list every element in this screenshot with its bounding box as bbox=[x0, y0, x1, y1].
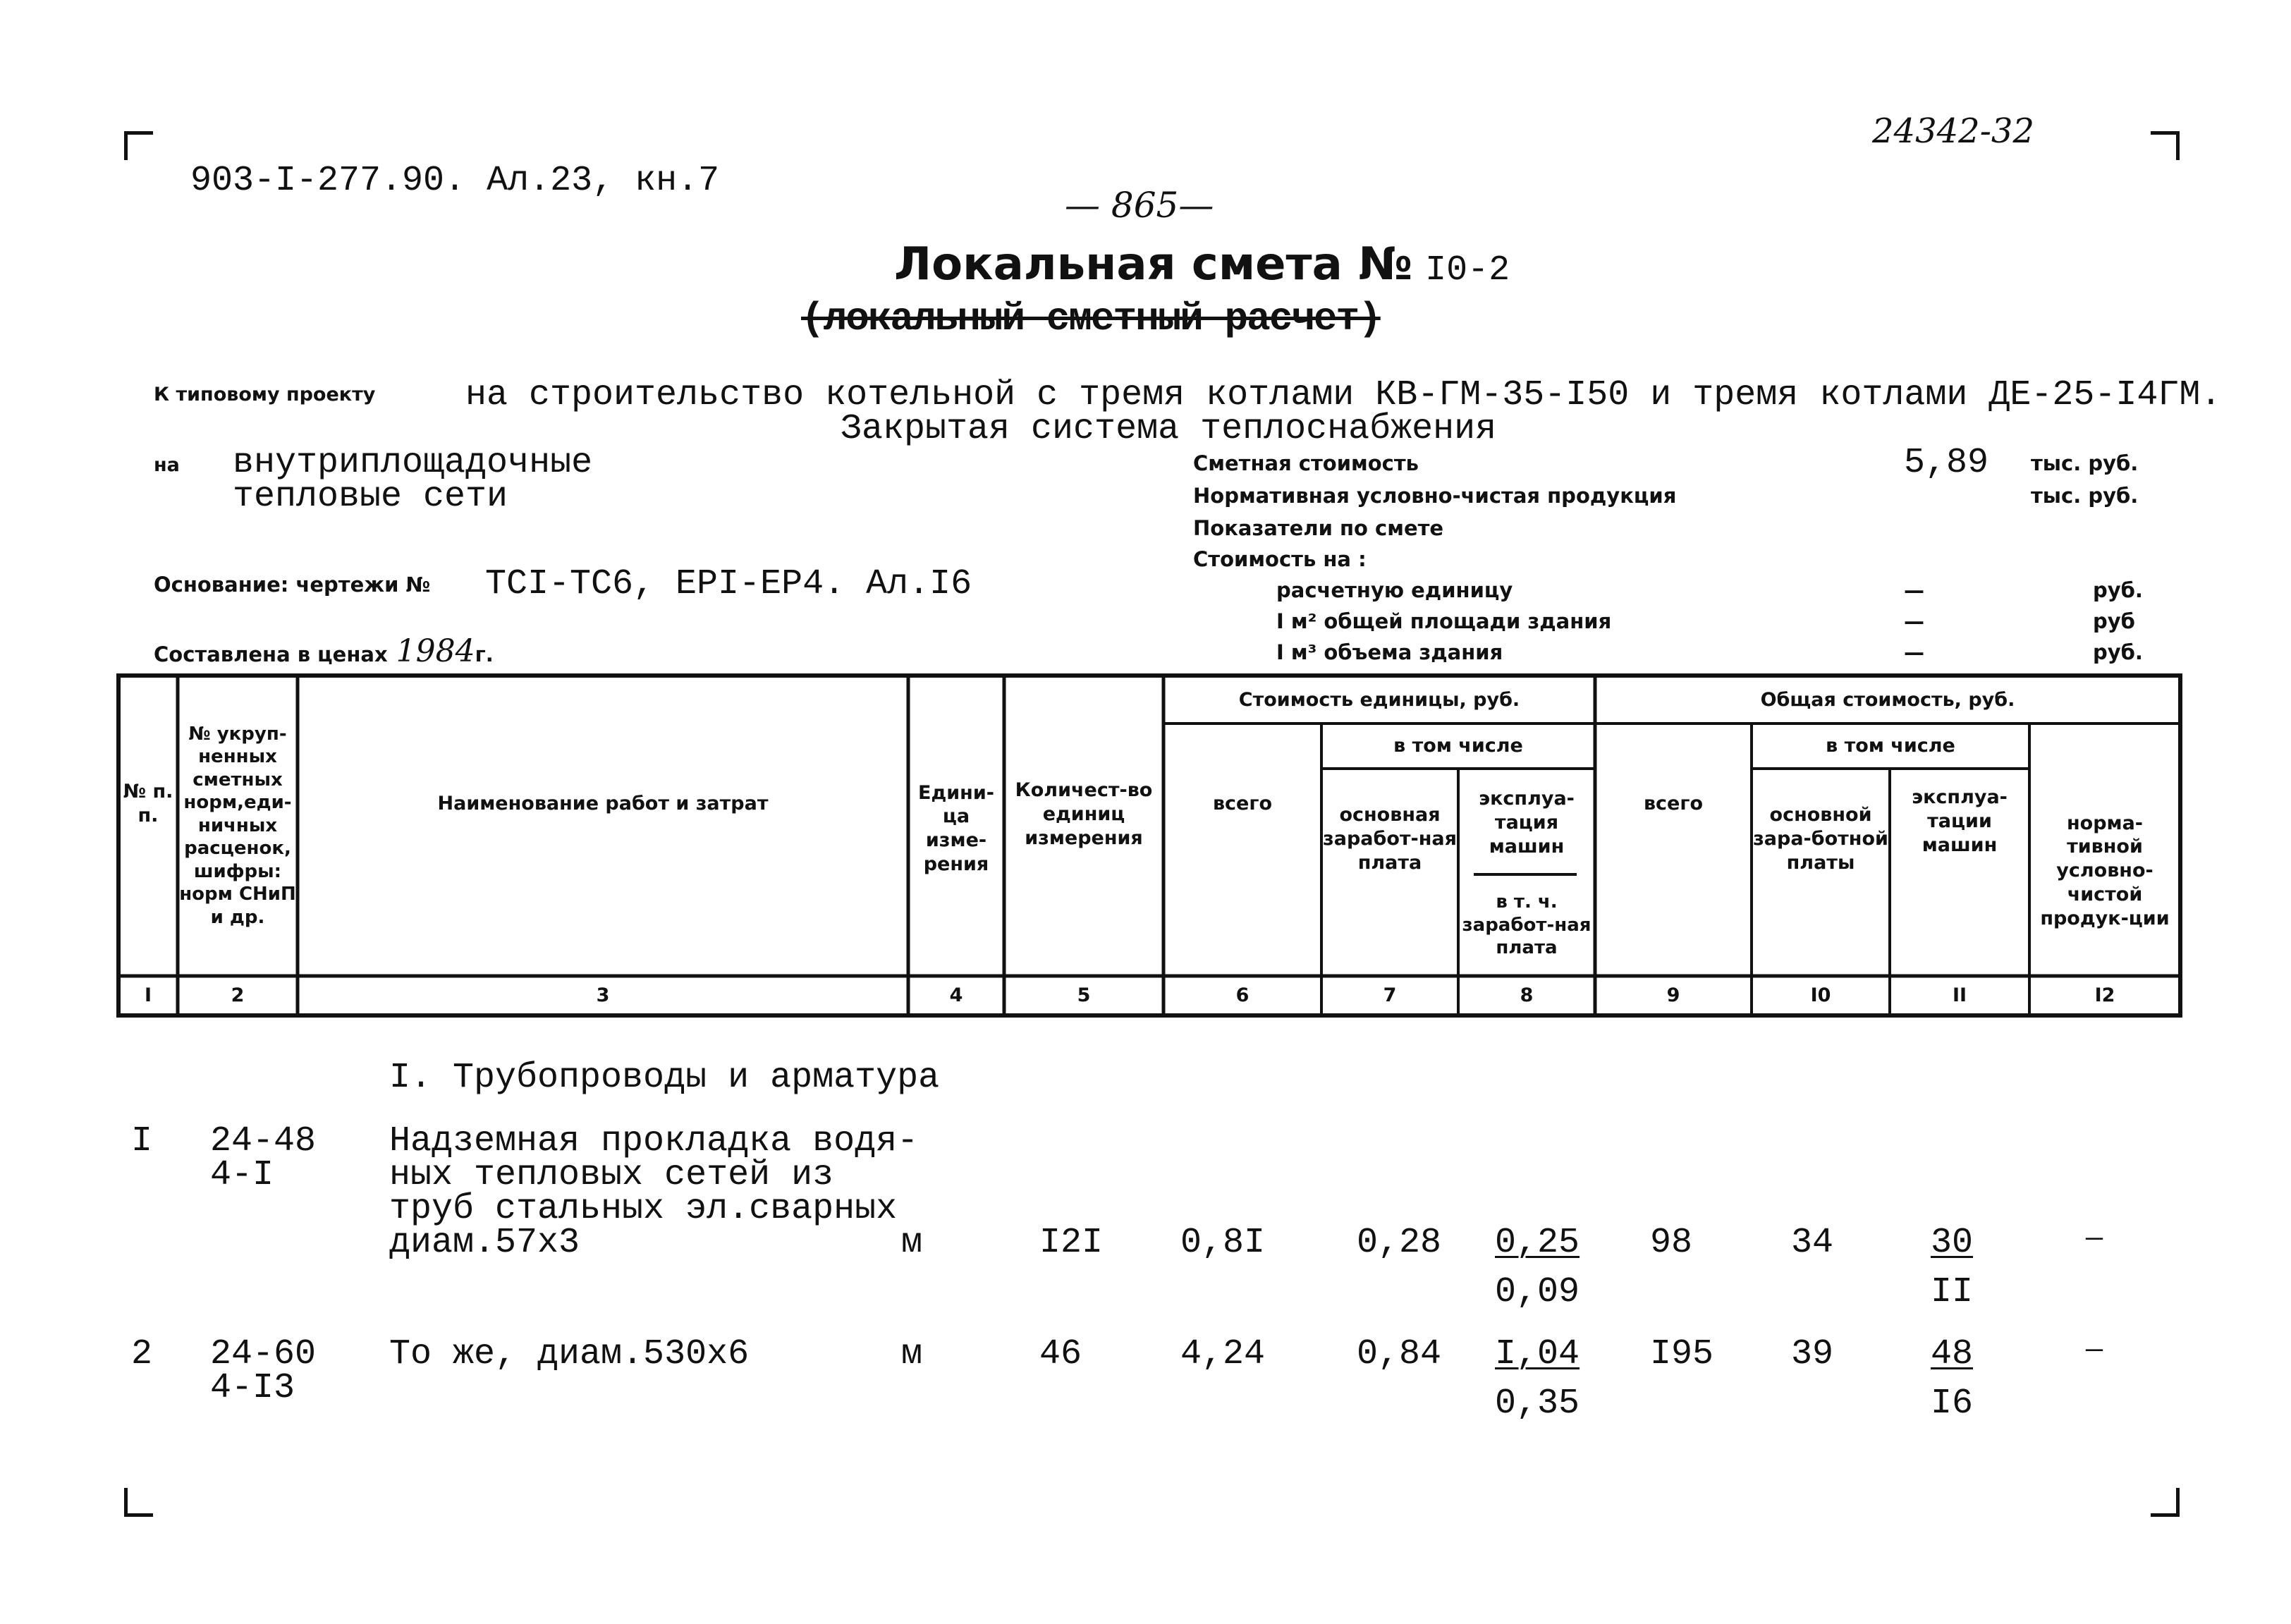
col-number-9: 9 bbox=[1666, 984, 1680, 1007]
header-net-product: норма-тивной условно-чистой продук-ции bbox=[2040, 812, 2170, 929]
unit-label: расчетную единицу bbox=[1276, 578, 1513, 602]
row1-code-line2: 4-I bbox=[210, 1155, 274, 1195]
row2-unit: м bbox=[901, 1334, 923, 1374]
row1-unit: м bbox=[901, 1223, 923, 1263]
header-total-cost: Общая стоимость, руб. bbox=[1760, 689, 2015, 712]
header-unit-cost: Стоимость единицы, руб. bbox=[1238, 689, 1520, 712]
col-number-2: 2 bbox=[231, 984, 245, 1007]
row2-sum-total: I95 bbox=[1650, 1334, 1714, 1374]
header-unit-machine: эксплуа-тация машин bbox=[1479, 788, 1575, 857]
row1-unit-machine-wage: 0,09 bbox=[1495, 1272, 1580, 1312]
header-including-2: в том числе bbox=[1826, 735, 1955, 757]
row2-name-line1: То же, диам.530х6 bbox=[389, 1334, 750, 1374]
row2-code-line2: 4-I3 bbox=[210, 1368, 295, 1408]
volume-label: I м³ объема здания bbox=[1276, 640, 1503, 664]
cost-unit: тыс. руб. bbox=[2031, 451, 2139, 475]
col-number-7: 7 bbox=[1383, 984, 1397, 1007]
row2-unit-total: 4,24 bbox=[1180, 1334, 1266, 1374]
volume-unit: руб. bbox=[2093, 640, 2143, 664]
cost-label: Сметная стоимость bbox=[1193, 451, 1419, 475]
row1-sum-total: 98 bbox=[1650, 1223, 1693, 1263]
cost-per-label: Стоимость на : bbox=[1193, 547, 1367, 571]
header-row-number: № п. п. bbox=[123, 781, 173, 826]
header-norm-code: № укруп-ненных сметных норм,еди-ничных расценок, шифры: норм СНиП и др. bbox=[179, 723, 296, 928]
object-label: на bbox=[154, 454, 180, 476]
header-unit-wage: основная заработ-ная плата bbox=[1323, 804, 1457, 874]
row1-sum-machine-wage: II bbox=[1931, 1272, 1974, 1312]
row2-sum-wage: 39 bbox=[1791, 1334, 1834, 1374]
page-number: — 865— bbox=[1065, 185, 1214, 226]
prices-year: 1984 bbox=[396, 633, 475, 669]
header-sum-machine: эксплуа-тации машин bbox=[1912, 786, 2008, 856]
header-sum-total: всего bbox=[1643, 793, 1704, 815]
prices-suffix: г. bbox=[475, 642, 494, 666]
row1-name-line2: ных тепловых сетей из bbox=[389, 1155, 834, 1195]
row2-quantity: 46 bbox=[1039, 1334, 1082, 1374]
document-reference: 903-I-277.90. Ал.23, кн.7 bbox=[190, 161, 720, 201]
row2-unit-machine: I,04 bbox=[1495, 1334, 1580, 1374]
row1-name-line1: Надземная прокладка водя- bbox=[389, 1121, 919, 1161]
norm-label: Нормативная условно-чистая продукция bbox=[1193, 484, 1677, 508]
area-value: — bbox=[1904, 609, 1924, 633]
row2-unit-machine-wage: 0,35 bbox=[1495, 1384, 1580, 1424]
row1-net-product: — bbox=[2086, 1223, 2103, 1255]
row2-unit-wage: 0,84 bbox=[1357, 1334, 1442, 1374]
project-text-line2: Закрытая система теплоснабжения bbox=[841, 409, 1497, 449]
area-unit: руб bbox=[2093, 609, 2135, 633]
area-label: I м² общей площади здания bbox=[1276, 609, 1612, 633]
col-number-8: 8 bbox=[1520, 984, 1534, 1007]
col-number-10: I0 bbox=[1810, 984, 1831, 1007]
header-unit-total: всего bbox=[1212, 793, 1273, 815]
section-title: I. Трубопроводы и арматура bbox=[389, 1058, 940, 1098]
object-line2: тепловые сети bbox=[233, 477, 508, 517]
row1-unit-total: 0,8I bbox=[1180, 1223, 1266, 1263]
col-number-4: 4 bbox=[949, 984, 963, 1007]
row2-net-product: — bbox=[2086, 1335, 2103, 1367]
cost-value: 5,89 bbox=[1904, 443, 1989, 483]
header-quantity: Количест-во единиц измерения bbox=[1015, 779, 1153, 849]
struck-subtitle: (локальный сметный расчет) bbox=[801, 296, 1381, 341]
title-text: Локальная смета № bbox=[894, 238, 1413, 291]
title-number: I0-2 bbox=[1425, 250, 1510, 291]
basis-label: Основание: чертежи № bbox=[154, 573, 431, 597]
header-unit: Едини-ца изме-рения bbox=[918, 781, 994, 875]
indicators-label: Показатели по смете bbox=[1193, 516, 1444, 540]
unit-value: — bbox=[1904, 578, 1924, 602]
object-line1: внутриплощадочные bbox=[233, 443, 593, 483]
basis-value: TCI-TC6, ЕРI-ЕР4. Ал.I6 bbox=[485, 564, 972, 604]
header-unit-machine-wage: в т. ч. заработ-ная плата bbox=[1462, 891, 1592, 959]
project-label: К типовому проекту bbox=[154, 384, 376, 405]
row1-unit-wage: 0,28 bbox=[1357, 1223, 1442, 1263]
prices-label: Составлена в ценах bbox=[154, 642, 388, 666]
header-work-name: Наименование работ и затрат bbox=[437, 793, 769, 815]
row1-sum-wage: 34 bbox=[1791, 1223, 1834, 1263]
col-number-12: I2 bbox=[2094, 984, 2115, 1007]
norm-unit: тыс. руб. bbox=[2031, 484, 2139, 508]
header-sum-wage: основной зара-ботной платы bbox=[1753, 804, 1888, 874]
col-number-11: II bbox=[1952, 984, 1967, 1007]
volume-value: — bbox=[1904, 640, 1924, 664]
unit-unit: руб. bbox=[2093, 578, 2143, 602]
row2-code-line1: 24-60 bbox=[210, 1334, 317, 1374]
project-text-line1: на строительство котельной с тремя котлами КВ-ГМ-35-I50 и тремя котлами ДЕ-25-I4ГМ. bbox=[465, 375, 2222, 415]
row1-number: I bbox=[131, 1121, 153, 1161]
row1-unit-machine: 0,25 bbox=[1495, 1223, 1580, 1263]
col-number-6: 6 bbox=[1235, 984, 1250, 1007]
row2-sum-machine-wage: I6 bbox=[1931, 1384, 1974, 1424]
row1-name-line3: труб стальных эл.сварных bbox=[389, 1189, 898, 1229]
row2-sum-machine: 48 bbox=[1931, 1334, 1974, 1374]
archive-number: 24342-32 bbox=[1872, 111, 2034, 151]
row2-number: 2 bbox=[131, 1334, 153, 1374]
col-number-3: 3 bbox=[596, 984, 610, 1007]
row1-quantity: I2I bbox=[1039, 1223, 1104, 1263]
col-number-5: 5 bbox=[1077, 984, 1091, 1007]
row1-name-line4: диам.57х3 bbox=[389, 1223, 580, 1263]
header-including-1: в том числе bbox=[1393, 735, 1523, 757]
row1-code-line1: 24-48 bbox=[210, 1121, 317, 1161]
col-number-1: I bbox=[144, 984, 152, 1007]
row1-sum-machine: 30 bbox=[1931, 1223, 1974, 1263]
